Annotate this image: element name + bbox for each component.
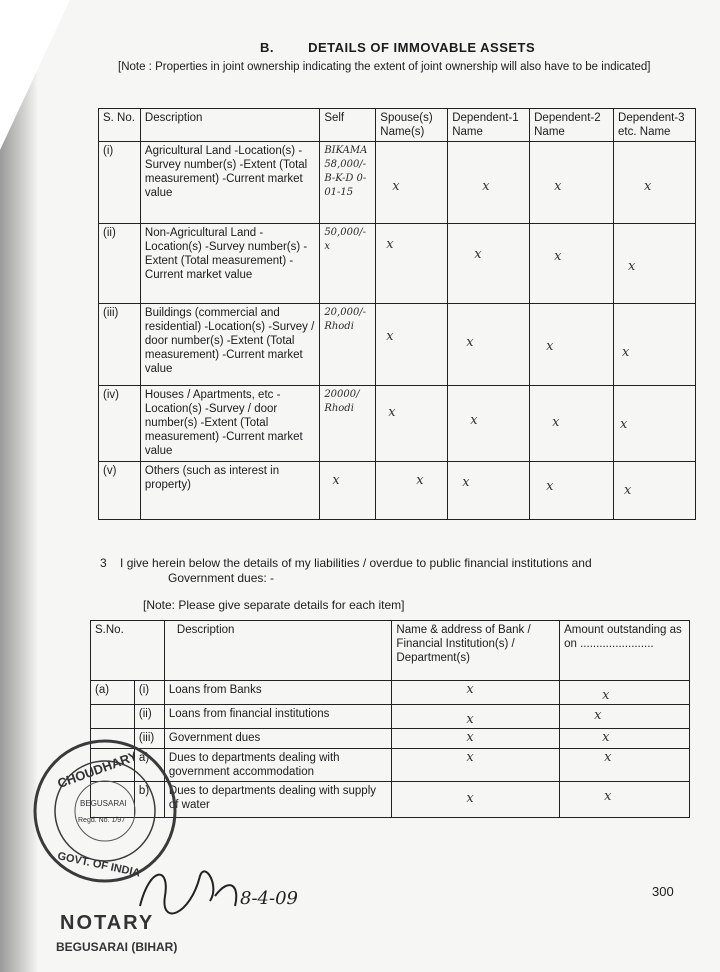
spouse-value: x — [376, 304, 448, 386]
table-row — [91, 749, 690, 782]
liabilities-intro — [100, 556, 660, 586]
self-value: x — [320, 462, 376, 520]
bank-value: x — [392, 749, 560, 782]
dependent-2-value: x — [530, 224, 614, 304]
col-self: Self — [320, 109, 376, 142]
dependent-3-value: x — [614, 142, 696, 224]
amount-value: x — [560, 749, 690, 782]
table-row — [99, 386, 696, 462]
dependent-1-value: x — [448, 304, 530, 386]
spouse-value: x — [376, 142, 448, 224]
col-sno: S. No. — [99, 109, 141, 142]
row-sub: (iii) — [134, 729, 164, 749]
row-sub: a) — [134, 749, 164, 782]
folded-corner — [0, 0, 70, 150]
notary-title: NOTARY — [60, 912, 155, 934]
row-description: Government dues — [164, 729, 392, 749]
col-bank: Name & address of Bank / Financial Institution(s) / Department(s) — [392, 621, 560, 681]
bank-value: x — [392, 705, 560, 729]
dependent-3-value: x — [614, 462, 696, 520]
row-letter — [91, 705, 135, 729]
row-description: Dues to departments dealing with government accommodation — [164, 749, 392, 782]
joint-ownership-note: [Note : Properties in joint ownership indicating the extent of joint ownership will also have to be indicated] — [118, 61, 651, 73]
bank-value: x — [392, 729, 560, 749]
table-row — [99, 224, 696, 304]
col-spouse: Spouse(s) Name(s) — [376, 109, 448, 142]
row-description: Others (such as interest in property) — [140, 462, 319, 520]
row-sno: (v) — [99, 462, 141, 520]
table-row — [99, 142, 696, 224]
para-number: 3 — [100, 556, 107, 570]
dependent-2-value: x — [530, 142, 614, 224]
spouse-value: x — [376, 386, 448, 462]
dependent-1-value: x — [448, 142, 530, 224]
amount-value: x — [560, 729, 690, 749]
row-description: Buildings (commercial and residential) -Location(s) -Survey / door number(s) -Extent (Total measurement) -Current market value — [140, 304, 319, 386]
row-sno: (ii) — [99, 224, 141, 304]
col-sno: S.No. — [91, 621, 165, 681]
row-description: Houses / Apartments, etc -Location(s) -Survey / door number(s) -Extent (Total measurement) -Current market value — [140, 386, 319, 462]
col-description: Description — [164, 621, 392, 681]
dependent-2-value: x — [530, 304, 614, 386]
para-text: I give herein below the details of my liabilities / overdue to public financial institutions and — [120, 556, 592, 570]
spouse-value: x — [376, 224, 448, 304]
dependent-1-value: x — [448, 386, 530, 462]
bank-value: x — [392, 681, 560, 705]
row-description: Non-Agricultural Land -Location(s) -Survey number(s) -Extent (Total measurement) -Current market value — [140, 224, 319, 304]
col-description: Description — [140, 109, 319, 142]
row-description: Loans from Banks — [164, 681, 392, 705]
spouse-value: x — [376, 462, 448, 520]
stamp-reg-text: Regd. No. 1/97 — [78, 817, 126, 824]
section-letter: B. — [260, 40, 274, 55]
notary-place: BEGUSARAI (BIHAR) — [56, 940, 178, 954]
stamp-top-text: CHOUDHARY — [55, 748, 140, 792]
section-title — [260, 40, 535, 55]
section-heading: DETAILS OF IMMOVABLE ASSETS — [308, 40, 536, 55]
dependent-2-value: x — [530, 462, 614, 520]
row-description: Agricultural Land -Location(s) -Survey number(s) -Extent (Total measurement) -Current market value — [140, 142, 319, 224]
col-dependent-1: Dependent-1 Name — [448, 109, 530, 142]
amount-value: x — [560, 681, 690, 705]
signature-date: 8-4-09 — [240, 888, 298, 909]
row-sub: (ii) — [134, 705, 164, 729]
self-value: 50,000/- x — [320, 224, 376, 304]
dependent-2-value: x — [530, 386, 614, 462]
liabilities-header-row — [91, 621, 690, 681]
stamp-inner-text: BEGUSARAI — [80, 799, 127, 808]
dependent-3-value: x — [614, 224, 696, 304]
bank-value: x — [392, 782, 560, 818]
dependent-3-value: x — [614, 386, 696, 462]
table-row — [91, 729, 690, 749]
table-row — [91, 782, 690, 818]
self-value: 20000/ Rhodi — [320, 386, 376, 462]
table-row — [99, 462, 696, 520]
row-sub: b) — [134, 782, 164, 818]
self-value: 20,000/- Rhodi — [320, 304, 376, 386]
notary-signature — [130, 856, 330, 926]
table-row — [91, 681, 690, 705]
col-dependent-3: Dependent-3 etc. Name — [614, 109, 696, 142]
amount-value: x — [560, 782, 690, 818]
row-description: Loans from financial institutions — [164, 705, 392, 729]
row-letter: (a) — [91, 681, 135, 705]
amount-value: x — [560, 705, 690, 729]
self-value: BIKAMA 58,000/- B-K-D 0-01-15 — [320, 142, 376, 224]
separate-details-note: [Note: Please give separate details for each item] — [143, 598, 405, 612]
liabilities-table — [90, 620, 690, 818]
row-sno: (iii) — [99, 304, 141, 386]
row-description: Dues to departments dealing with supply of water — [164, 782, 392, 818]
page-number: 300 — [652, 884, 674, 899]
row-sno: (iv) — [99, 386, 141, 462]
dependent-3-value: x — [614, 304, 696, 386]
col-dependent-2: Dependent-2 Name — [530, 109, 614, 142]
stamp-bottom-text: GOVT. OF INDIA — [56, 850, 142, 880]
table-row — [99, 304, 696, 386]
row-sno: (i) — [99, 142, 141, 224]
immovable-assets-table — [98, 108, 696, 520]
col-amount: Amount outstanding as on ....................... — [560, 621, 690, 681]
dependent-1-value: x — [448, 224, 530, 304]
table-row — [91, 705, 690, 729]
row-sub: (i) — [134, 681, 164, 705]
assets-header-row — [99, 109, 696, 142]
para-text-2: Government dues: - — [168, 571, 275, 585]
dependent-1-value: x — [448, 462, 530, 520]
